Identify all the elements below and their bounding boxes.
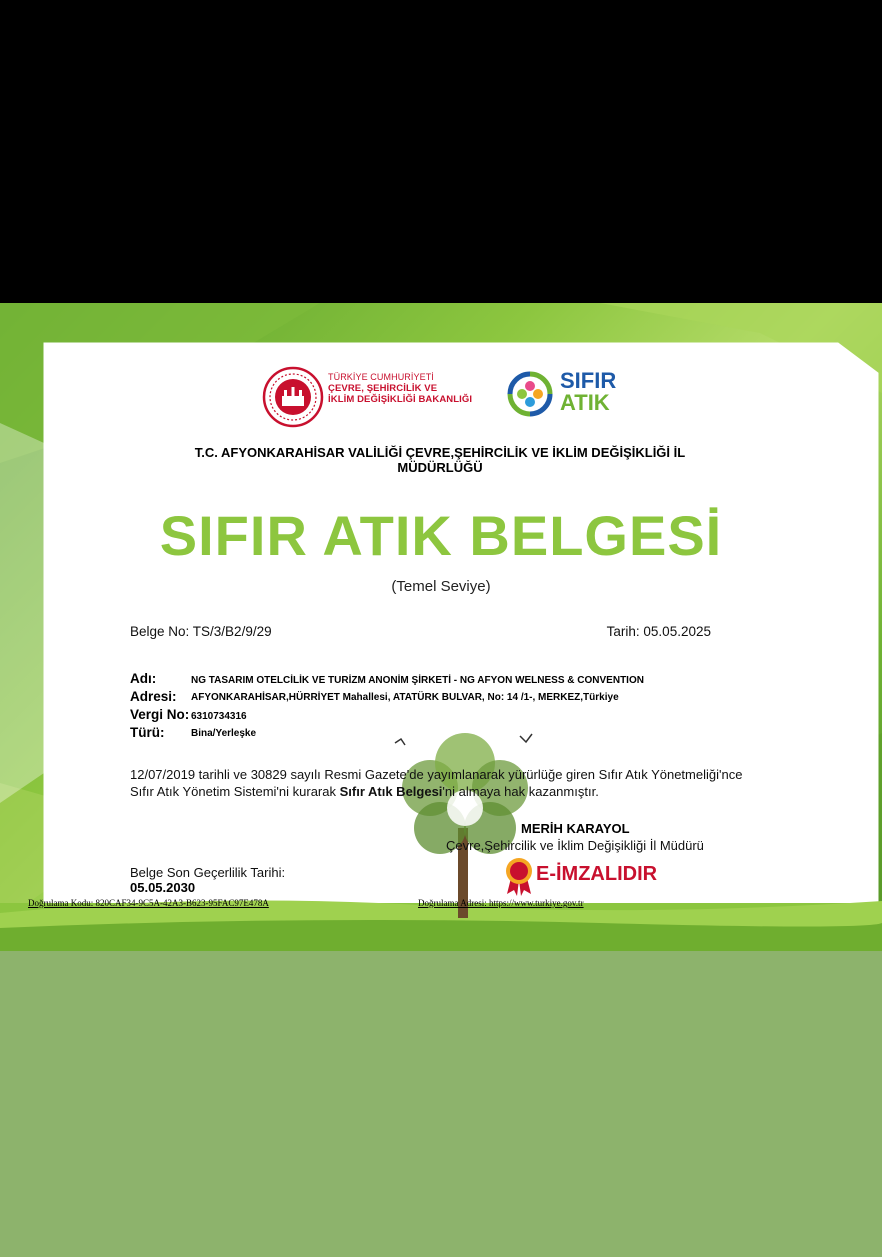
sifir-atik-logo-icon xyxy=(506,370,554,418)
issue-date: Tarih: 05.05.2025 xyxy=(606,624,711,639)
bottom-green-band xyxy=(0,951,882,1257)
sifir-word: SIFIR xyxy=(560,368,617,393)
type-value: Bina/Yerleşke xyxy=(191,728,257,739)
e-signature-badge: E-İMZALIDIR xyxy=(536,863,658,885)
name-value: NG TASARIM OTELCİLİK VE TURİZM ANONİM ŞİRKETİ - NG AFYON WELNESS & CONVENTION xyxy=(191,675,644,686)
top-black-band xyxy=(0,0,882,303)
ministry-name xyxy=(328,372,472,405)
signer-title: Çevre,Şehircilik ve İklim Değişikliği İl Müdürü xyxy=(446,838,704,853)
certificate-title: SIFIR ATIK BELGESİ xyxy=(159,504,723,567)
validity-date: 05.05.2030 xyxy=(130,880,196,895)
verification-code: Doğrulama Kodu: 820CAF34-9C5A-42A3-B623-95FAC97E478A xyxy=(28,898,269,908)
tax-number-label: Vergi No: xyxy=(130,707,190,722)
statement-bold: Sıfır Atık Belgesi xyxy=(339,784,443,799)
document-number: Belge No: TS/3/B2/9/29 xyxy=(130,624,272,639)
e-signature-medal-icon xyxy=(503,856,535,896)
ministry-emblem-icon xyxy=(262,366,324,428)
name-label: Adı: xyxy=(130,671,157,686)
address-value: AFYONKARAHİSAR,HÜRRİYET Mahallesi, ATATÜRK BULVAR, No: 14 /1-, MERKEZ,Türkiye xyxy=(191,692,619,703)
ministry-line-1: TÜRKİYE CUMHURİYETİ xyxy=(328,372,434,382)
verification-address-link[interactable]: Doğrulama Adresi: https://www.turkiye.gov.tr xyxy=(418,898,584,908)
address-label: Adresi: xyxy=(130,689,177,704)
ministry-line-2: ÇEVRE, ŞEHİRCİLİK VE xyxy=(328,383,438,394)
statement-part-2: 'ni almaya hak kazanmıştır. xyxy=(442,784,599,799)
certificate-panel xyxy=(0,303,882,951)
ministry-line-3: İKLİM DEĞİŞİKLİĞİ BAKANLIĞI xyxy=(328,394,473,405)
tax-number-value: 6310734316 xyxy=(191,711,247,722)
sifir-atik-wordmark xyxy=(560,370,616,414)
atik-word: ATIK xyxy=(560,390,610,415)
certificate xyxy=(0,303,882,951)
validity-label: Belge Son Geçerlilik Tarihi: xyxy=(130,865,286,880)
statement-part-1: 12/07/2019 tarihli ve 30829 sayılı Resmi Gazete'de yayımlanarak yürürlüğe giren Sıfır Atık Yönetmeliği'nce Sıfır Atık Yönetim Sistemi'ni kurarak xyxy=(130,767,743,799)
certificate-level: (Temel Seviye) xyxy=(391,578,491,595)
issuer-authority: T.C. AFYONKARAHİSAR VALİLİĞİ ÇEVRE,ŞEHİRCİLİK VE İKLİM DEĞİŞİKLİĞİ İL MÜDÜRLÜĞÜ xyxy=(194,445,686,475)
certificate-statement xyxy=(130,766,750,800)
signer-name: MERİH KARAYOL xyxy=(521,821,630,836)
type-label: Türü: xyxy=(130,725,165,740)
